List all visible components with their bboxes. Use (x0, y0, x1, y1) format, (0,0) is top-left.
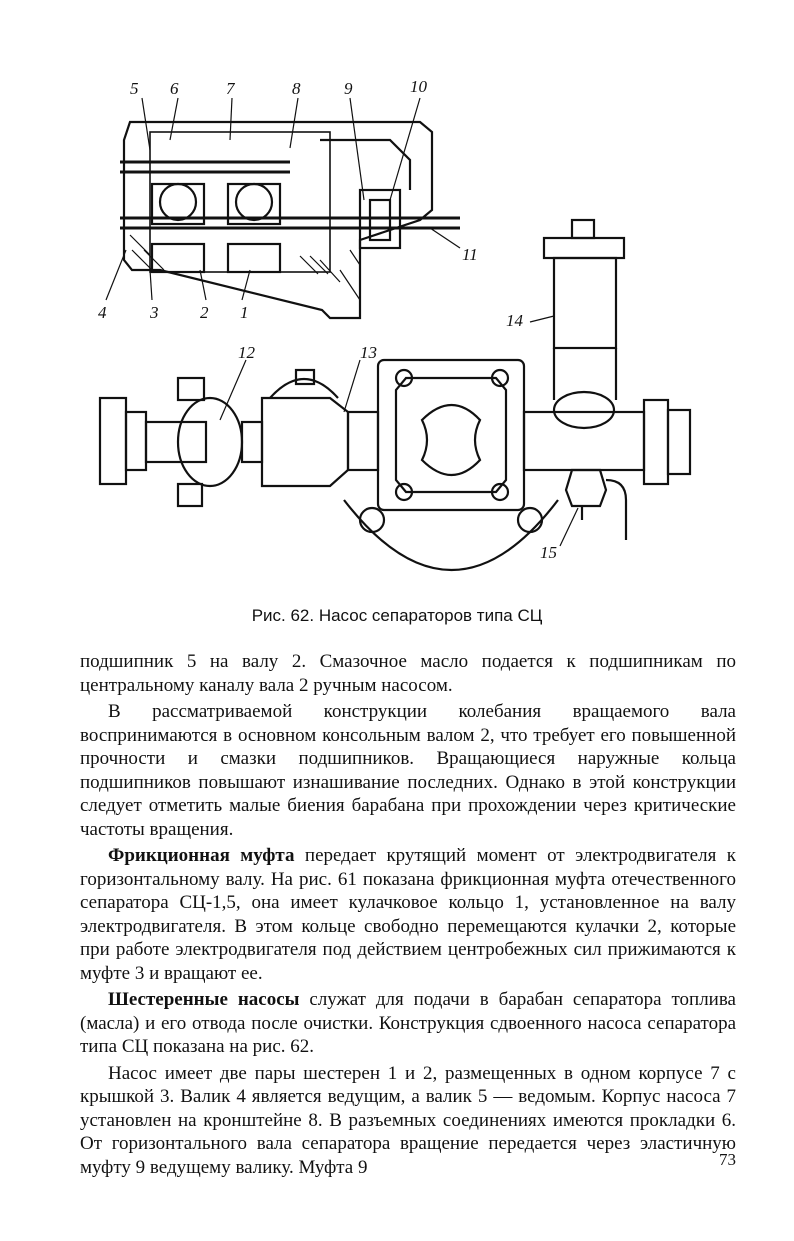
callout-10: 10 (410, 77, 427, 96)
paragraph-lead: Шестеренные насосы (108, 989, 300, 1010)
paragraph-text: Насос имеет две пары шестерен 1 и 2, размещенных в одном корпусе 7 с крышкой 3. Валик 4 является ведущим, а валик 5 — ведомым. Корпус насоса 7 установлен на кронштейне 8. В разъемных соединениях имеются прокладки 6. От горизонтального вала сепаратора вращение передается через эластичную муфту 9 ведущему валику. Муфта 9 (80, 1062, 736, 1178)
callout-2: 2 (200, 303, 209, 322)
callout-6: 6 (170, 79, 179, 98)
paragraph-lead: Фрикционная муфта (108, 845, 295, 866)
callout-12: 12 (238, 343, 255, 362)
pump-drawing (60, 60, 740, 600)
callout-5: 5 (130, 79, 139, 98)
callout-3: 3 (150, 303, 159, 322)
callout-13: 13 (360, 343, 377, 362)
callout-11: 11 (462, 245, 478, 264)
callout-1: 1 (240, 303, 249, 322)
paragraph (80, 650, 736, 697)
callout-4: 4 (98, 303, 107, 322)
figure-caption: Рис. 62. Насос сепараторов типа СЦ (251, 606, 543, 625)
housing-outline (124, 122, 432, 318)
callout-14: 14 (506, 311, 523, 330)
paragraph-text: служат для подачи в барабан сепаратора топлива (масла) и его отвода после очистки. Конструкция сдвоенного насоса сепаратора типа СЦ показана на рис. 62. (80, 989, 736, 1057)
paragraph-text: подшипник 5 на валу 2. Смазочное масло подается к подшипникам по центральному каналу вала 2 ручным насосом. (80, 651, 736, 696)
paragraph-text: передает крутящий момент от электродвигателя к горизонтальному валу. На рис. 61 показана фрикционная муфта отечественного сепаратора СЦ-1,5, она имеет кулачковое кольцо 1, установленное на валу электродвигателя. В этом кольце свободно перемещаются кулачки 2, которые при работе электродвигателя под действием центробежных сил прижимаются к муфте 3 и вращают ее. (80, 845, 736, 984)
callout-7: 7 (226, 79, 235, 98)
paragraph (80, 988, 736, 1059)
callout-9: 9 (344, 79, 353, 98)
paragraph (80, 1062, 736, 1180)
paragraph-text: В рассматриваемой конструкции колебания вращаемого вала воспринимаются в основном консольным валом 2, что требует его повышенной прочности и смазки подшипников. Вращающиеся наружные кольца подшипников повышают изнашивание последних. Однако в этой конструкции следует отметить малые биения барабана при прохождении через критические частоты вращения. (80, 701, 736, 840)
body-text (80, 650, 736, 1179)
callout-15: 15 (540, 543, 557, 562)
page-number: 73 (719, 1150, 736, 1169)
paragraph (80, 844, 736, 985)
technical-drawing (60, 60, 740, 600)
paragraph (80, 700, 736, 841)
callout-8: 8 (292, 79, 301, 98)
